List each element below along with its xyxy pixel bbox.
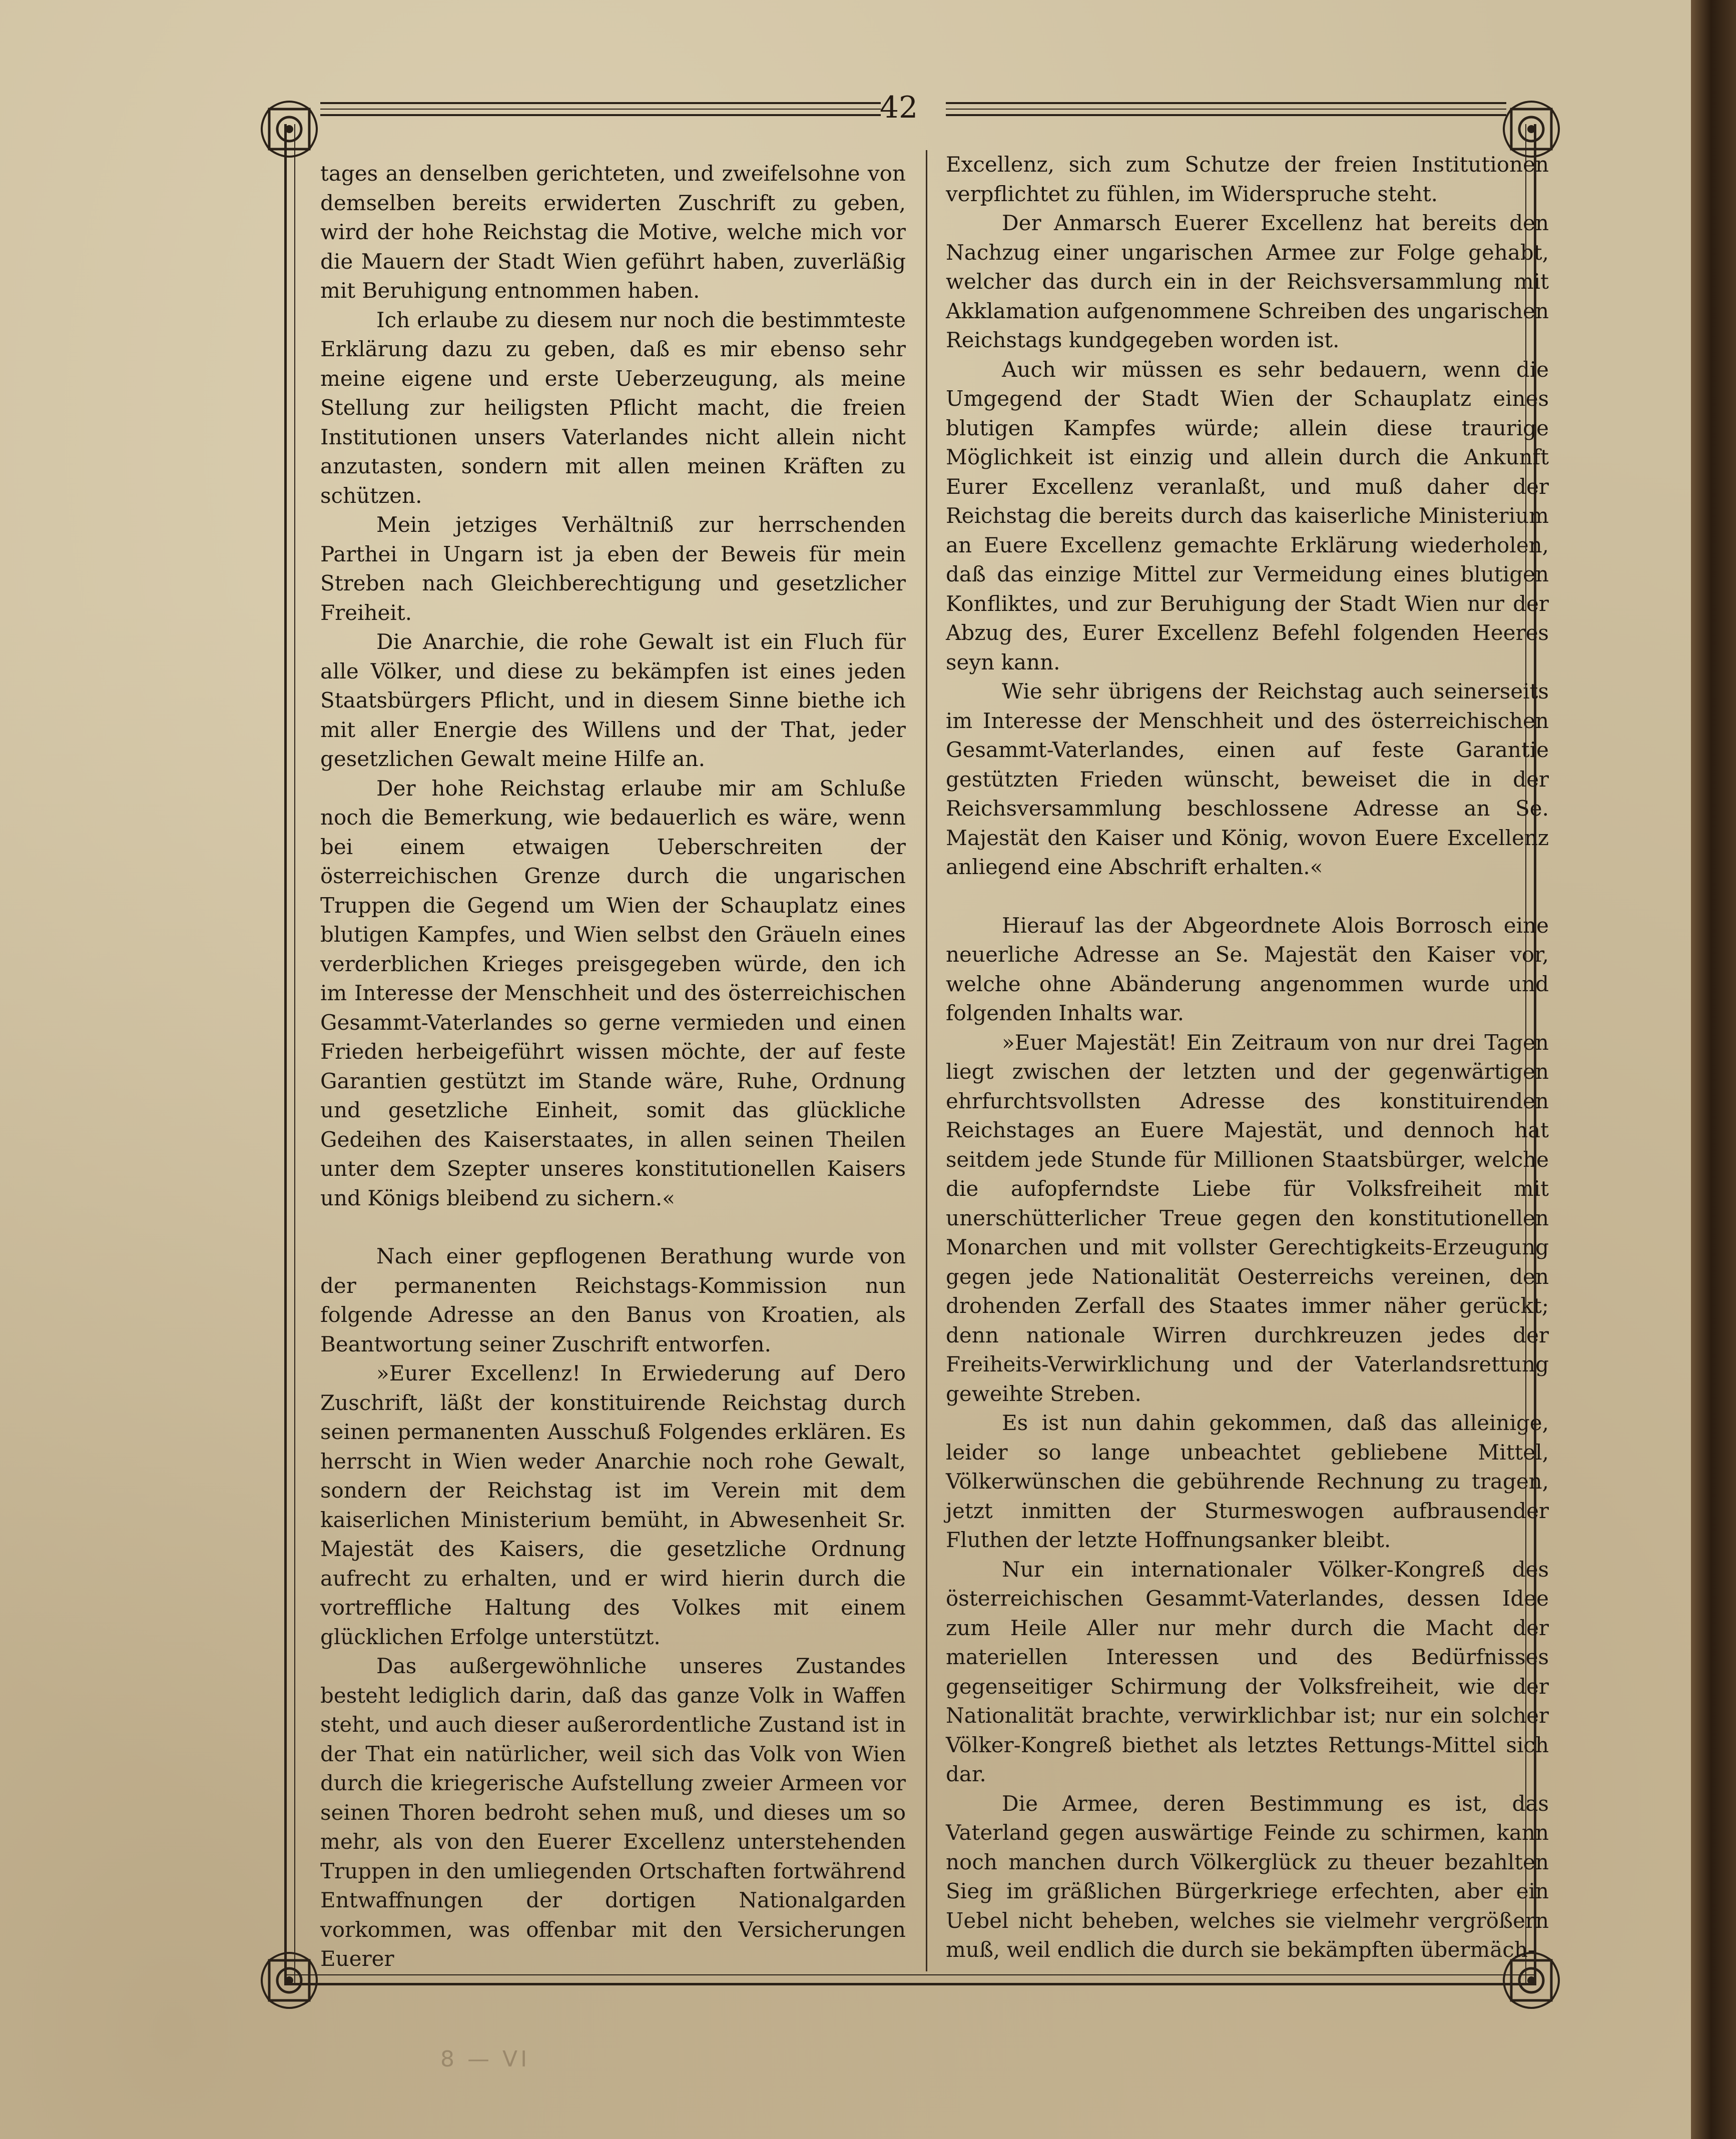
header-rule-right — [946, 99, 1506, 119]
book-gutter — [1691, 0, 1736, 2139]
paragraph: Hierauf las der Abgeordnete Alois Borrosch eine neuerliche Adresse an Se. Majestät den Kaiser vor, welche ohne Abänderung angenommen wurde und folgenden Inhalts war. — [946, 913, 1549, 1025]
paragraph: Auch wir müssen es sehr bedauern, wenn die Umgegend der Stadt Wien der Schauplatz eines blutigen Kampfes würde; allein diese traurige Möglichkeit ist einzig und allein durch die Ankunft Eurer Excellenz veranlaßt, und muß daher der Reichstag die bereits durch das kaiserliche Ministerium an Euere Excellenz gemachte Erklärung wiederholen, daß das einzige Mittel zur Vermeidung eines blutigen Konfliktes, und zur Beruhigung der Stadt Wien nur der Abzug des, Eurer Excellenz Befehl folgenden Heeres seyn kann. — [946, 357, 1549, 674]
paragraph: Mein jetziges Verhältniß zur herrschenden Parthei in Ungarn ist ja eben der Beweis für mein Streben nach Gleichberechtigung und gesetzlicher Freiheit. — [320, 512, 906, 625]
paragraph: Das außergewöhnliche unseres Zustandes besteht lediglich darin, daß das ganze Volk in Waffen steht, und auch dieser außerordentliche Zustand ist in der That ein natürlicher, weil sich das Volk von Wien durch die kriegerische Aufstellung zweier Armeen vor seinen Thoren bedroht sehen muß, und dieses um so mehr, als von den Euerer Excellenz unterstehenden Truppen in den umliegenden Ortschaften fortwährend Entwaffnungen der dortigen Nationalgarden vorkommen, was offenbar mit den Versicherungen Euerer — [320, 1654, 906, 1971]
paragraph: Excellenz, sich zum Schutze der freien Institutionen verpflichtet zu fühlen, im Widerspruche steht. — [946, 152, 1549, 206]
header-rule-left — [320, 99, 881, 119]
paragraph: Der hohe Reichstag erlaube mir am Schluße noch die Bemerkung, wie bedauerlich es wäre, wenn bei einem etwaigen Ueberschreiten der österreichischen Grenze durch die ungarischen Truppen die Gegend um Wien der Schauplatz eines blutigen Kampfes, und Wien selbst den Gräueln eines verderblichen Krieges preisgegeben würde, den ich im Interesse der Menschheit und des österreichischen Gesammt-Vaterlandes so gerne vermieden und einen Frieden herbeigeführt wissen möchte, der auf feste Garantien gestützt im Stande wäre, Ruhe, Ordnung und gesetzliche Einheit, somit das glückliche Gedeihen des Kaiserstaates, in allen seinen Theilen unter dem Szepter unseres konstitutionellen Kaisers und Königs bleibend zu sichern.« — [320, 776, 906, 1210]
corner-ornament-top-left-icon — [254, 94, 324, 164]
left-column — [320, 159, 906, 1974]
paragraph: »Euer Majestät! Ein Zeitraum von nur drei Tagen liegt zwischen der letzten und der gegenwärtigen ehrfurchtsvollsten Adresse des konstituirenden Reichstages an Euere Majestät, und dennoch hat seitdem jede Stunde für Millionen Staatsbürger, welche die aufopferndste Liebe für Volksfreiheit mit unerschütterlicher Treue gegen den konstitutionellen Monarchen und mit vollster Gerechtigkeits-Erzeugung gegen jede Nationalität Oesterreichs vereinen, den drohenden Zerfall des Staates immer näher gerückt; denn nationale Wirren durchkreuzen jedes der Freiheits-Verwirklichung und der Vaterlandsrettung geweihte Streben. — [946, 1030, 1549, 1406]
faded-stamp: 8 — VI — [440, 2046, 530, 2072]
paragraph: tages an denselben gerichteten, und zweifelsohne von demselben bereits erwiderten Zuschrift zu geben, wird der hohe Reichstag die Motive, welche mich vor die Mauern der Stadt Wien geführt haben, zuverläßig mit Beruhigung entnommen haben. — [320, 161, 906, 303]
right-column — [946, 150, 1549, 1965]
paragraph: Nach einer gepflogenen Berathung wurde von der permanenten Reichstags-Kommission nun folgende Adresse an den Banus von Kroatien, als Beantwortung seiner Zuschrift entworfen. — [320, 1244, 906, 1356]
paragraph: Der Anmarsch Euerer Excellenz hat bereits den Nachzug einer ungarischen Armee zur Folge gehabt, welcher das durch ein in der Reichsversammlung mit Akklamation aufgenommene Schreiben des ungarischen Reichstags kundgegeben worden ist. — [946, 211, 1549, 352]
paragraph: Wie sehr übrigens der Reichstag auch seinerseits im Interesse der Menschheit und des österreichischen Gesammt-Vaterlandes, einen auf feste Garantie gestützten Frieden wünscht, beweiset die in der Reichsversammlung beschlossene Adresse an Se. Majestät den Kaiser und König, wovon Euere Excellenz anliegend eine Abschrift erhalten.« — [946, 679, 1549, 879]
paragraph: Die Armee, deren Bestimmung es ist, das Vaterland gegen auswärtige Feinde zu schirmen, kann noch manchen durch Völkerglück zu theuer bezahlten Sieg im gräßlichen Bürgerkriege erfechten, aber ein Uebel nicht beheben, welches sie vielmehr vergrößern muß, weil endlich die durch sie bekämpften übermäch- — [946, 1791, 1549, 1962]
paragraph: »Eurer Excellenz! In Erwiederung auf Dero Zuschrift, läßt der konstituirende Reichstag durch seinen permanenten Ausschuß Folgendes erklären. Es herrscht in Wien weder Anarchie noch rohe Gewalt, sondern der Reichstag ist im Verein mit dem kaiserlichen Ministerium bemüht, in Abwesenheit Sr. Majestät des Kaisers, die gesetzliche Ordnung aufrecht zu erhalten, und er wird hierin durch die vortreffliche Haltung des Volkes mit einem glücklichen Erfolge unterstützt. — [320, 1361, 906, 1649]
paragraph: Es ist nun dahin gekommen, daß das alleinige, leider so lange unbeachtet gebliebene Mittel, Völkerwünschen die gebührende Rechnung zu tragen, jetzt inmitten der Sturmeswogen aufbrausender Fluthen der letzte Hoffnungsanker bleibt. — [946, 1410, 1549, 1552]
paragraph: Nur ein internationaler Völker-Kongreß des österreichischen Gesammt-Vaterlandes, dessen Idee zum Heile Aller nur mehr durch die Macht der materiellen Interessen und des Bedürfnisses gegenseitiger Schirmung der Volksfreiheit, wie der Nationalität brachte, verwirklichbar ist; nur ein solcher Völker-Kongreß biethet als letztes Rettungs-Mittel sich dar. — [946, 1557, 1549, 1786]
paragraph: Die Anarchie, die rohe Gewalt ist ein Fluch für alle Völker, und diese zu bekämpfen ist eines jeden Staatsbürgers Pflicht, und in diesem Sinne biethe ich mit aller Energie des Willens und der That, jeder gesetzlichen Gewalt meine Hilfe an. — [320, 629, 906, 771]
corner-ornament-bottom-left-icon — [254, 1945, 324, 2015]
paragraph: Ich erlaube zu diesem nur noch die bestimmteste Erklärung dazu zu geben, daß es mir ebenso sehr meine eigene und erste Ueberzeugung, als meine Stellung zur heiligsten Pflicht macht, die freien Institutionen unsers Vaterlandes nicht allein nicht anzutasten, sondern mit allen meinen Kräften zu schützen. — [320, 307, 906, 508]
column-divider — [926, 150, 927, 1971]
page-number: 42 — [879, 90, 918, 125]
